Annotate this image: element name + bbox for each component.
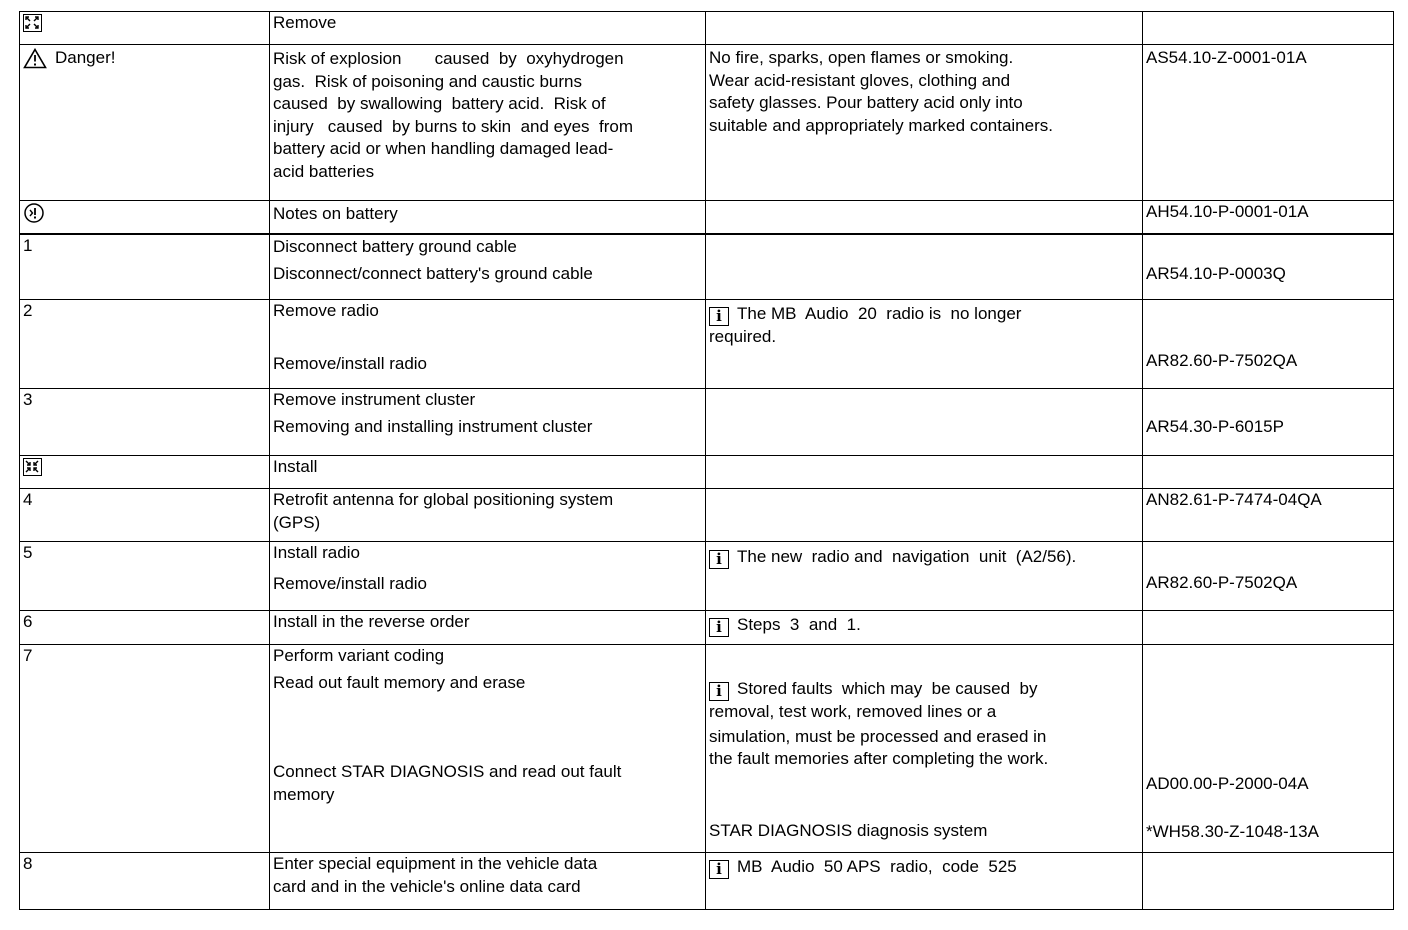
step-row-5 <box>20 542 1394 611</box>
step-number: 4 <box>23 490 33 509</box>
empty-cell <box>1143 12 1394 45</box>
info-i-icon: i <box>709 860 729 879</box>
step-remark-line: removal, test work, removed lines or a <box>709 702 997 721</box>
step-text: Disconnect battery ground cable <box>273 236 517 256</box>
step-subtext: Removing and installing instrument cluster <box>273 416 593 436</box>
step-subtext-line: memory <box>273 784 335 804</box>
step-ref[interactable]: AN82.61-P-7474-04QA <box>1146 490 1322 509</box>
remove-header-row <box>20 12 1394 45</box>
step-ref[interactable]: AR54.10-P-0003Q <box>1146 263 1286 283</box>
step-remark-line: simulation, must be processed and erased in <box>709 726 1047 746</box>
step-ref[interactable]: AR82.60-P-7502QA <box>1146 573 1298 592</box>
empty-cell <box>706 12 1143 45</box>
step-text: Install in the reverse order <box>273 612 470 631</box>
danger-label: Danger! <box>55 48 116 67</box>
step-text-line: Enter special equipment in the vehicle data <box>273 854 598 873</box>
notes-text: Notes on battery <box>273 204 398 223</box>
info-i-icon: i <box>709 307 729 326</box>
step-ref-2[interactable]: *WH58.30-Z-1048-13A <box>1146 821 1319 841</box>
info-i-icon: i <box>709 550 729 569</box>
step-ref[interactable]: AD00.00-P-2000-04A <box>1146 774 1309 793</box>
remove-expand-icon <box>23 14 42 32</box>
danger-text-line: acid batteries <box>273 161 375 181</box>
step-text: Remove radio <box>273 301 379 320</box>
step-number: 8 <box>23 854 33 873</box>
step-row-8 <box>20 853 1394 910</box>
step-subtext: Remove/install radio <box>273 353 428 373</box>
install-icon-cell <box>20 456 270 489</box>
step-text: Perform variant coding <box>273 646 445 665</box>
step-subtext: Read out fault memory and erase <box>273 672 526 692</box>
danger-remark-line: Wear acid-resistant gloves, clothing and <box>709 70 1011 90</box>
step-text-line: card and in the vehicle's online data card <box>273 876 581 896</box>
step-remark-line: The MB Audio 20 radio is no longer <box>737 304 1022 323</box>
step-remark: MB Audio 50 APS radio, code 525 <box>737 857 1017 876</box>
step-row-3 <box>20 389 1394 456</box>
danger-text-line: caused by swallowing battery acid. Risk of <box>273 94 606 113</box>
install-collapse-icon <box>23 458 42 476</box>
step-row-7 <box>20 645 1394 853</box>
danger-text-line: Risk of explosion caused by oxyhydrogen <box>273 49 624 68</box>
step-remark-line: the fault memories after completing the work. <box>709 749 1049 768</box>
step-remark: Steps 3 and 1. <box>737 615 861 634</box>
step-row-2 <box>20 300 1394 389</box>
empty-cell <box>706 489 1143 542</box>
info-i-icon: i <box>709 618 729 637</box>
step-text-line: (GPS) <box>273 512 321 532</box>
remove-header-text: Remove <box>273 13 337 32</box>
empty-cell <box>706 389 1143 456</box>
empty-cell <box>1143 456 1394 489</box>
step-number: 3 <box>23 390 33 409</box>
step-row-4 <box>20 489 1394 542</box>
notes-row <box>20 201 1394 234</box>
step-text: Install radio <box>273 543 360 562</box>
step-row-1 <box>20 234 1394 300</box>
info-i-icon: i <box>709 682 729 701</box>
install-header-row <box>20 456 1394 489</box>
step-remark: The new radio and navigation unit (A2/56). <box>737 547 1077 566</box>
danger-text-line: injury caused by burns to skin and eyes from <box>273 116 634 136</box>
danger-row <box>20 45 1394 201</box>
empty-cell <box>706 456 1143 489</box>
step-remark-2[interactable]: STAR DIAGNOSIS diagnosis system <box>709 820 988 840</box>
notes-ref[interactable]: AH54.10-P-0001-01A <box>1146 202 1309 221</box>
note-circle-icon <box>23 202 45 224</box>
step-subtext: Remove/install radio <box>273 573 428 593</box>
step-number: 1 <box>23 235 33 255</box>
danger-remark-line: suitable and appropriately marked containers. <box>709 115 1053 135</box>
step-number: 6 <box>23 612 33 631</box>
remove-icon-cell <box>20 12 270 45</box>
step-row-6 <box>20 611 1394 645</box>
warning-triangle-icon <box>23 48 47 69</box>
step-number: 7 <box>23 646 33 665</box>
step-text: Remove instrument cluster <box>273 390 476 409</box>
danger-text-line: battery acid or when handling damaged lead- <box>273 139 614 158</box>
step-number: 5 <box>23 543 33 562</box>
step-subtext-line: Connect STAR DIAGNOSIS and read out fault <box>273 762 622 781</box>
step-remark-line: Stored faults which may be caused by <box>737 679 1038 698</box>
danger-remark-line: No fire, sparks, open flames or smoking. <box>709 48 1014 67</box>
empty-cell <box>1143 611 1394 645</box>
step-subtext: Disconnect/connect battery's ground cable <box>273 263 593 283</box>
step-text-line: Retrofit antenna for global positioning system <box>273 490 614 509</box>
empty-cell <box>706 234 1143 300</box>
empty-cell <box>1143 853 1394 910</box>
step-number: 2 <box>23 301 33 320</box>
empty-cell <box>706 201 1143 234</box>
step-remark-line: required. <box>709 327 777 346</box>
step-ref[interactable]: AR54.30-P-6015P <box>1146 417 1284 436</box>
step-ref[interactable]: AR82.60-P-7502QA <box>1146 351 1298 370</box>
procedure-table <box>19 11 1394 910</box>
danger-text-line: gas. Risk of poisoning and caustic burns <box>273 71 583 91</box>
danger-ref[interactable]: AS54.10-Z-0001-01A <box>1146 48 1307 67</box>
danger-remark-line: safety glasses. Pour battery acid only into <box>709 93 1023 112</box>
install-header-text: Install <box>273 457 318 476</box>
